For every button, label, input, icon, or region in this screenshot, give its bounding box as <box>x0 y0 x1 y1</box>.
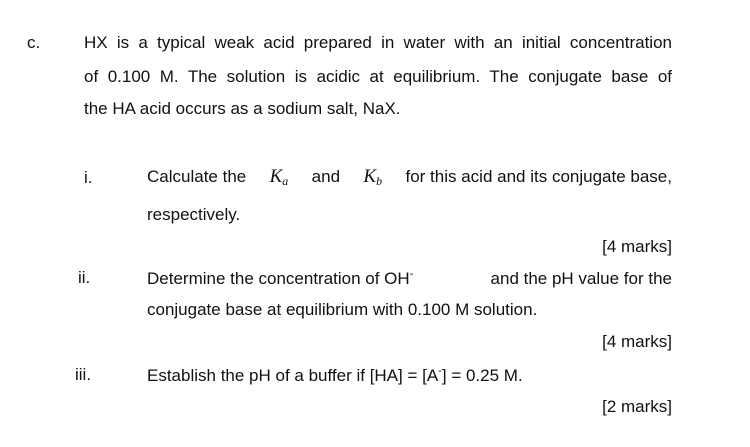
part-ii-text-pre: Determine the concentration of OH <box>147 269 410 288</box>
question-text-line-2: of 0.100 M. The solution is acidic at equilibrium. The conjugate base of <box>84 67 672 86</box>
kb-symbol <box>363 166 382 189</box>
question-text-line-1: HX is a typical weak acid prepared in water with an initial concentration <box>84 33 672 52</box>
part-ii-text-line-1 <box>147 268 672 289</box>
part-ii-text-pre-group <box>147 268 413 289</box>
part-ii-marks: [4 marks] <box>602 332 672 351</box>
kb-sub: b <box>376 174 383 188</box>
ka-symbol <box>270 166 289 189</box>
part-i-text-mid: and <box>311 167 341 186</box>
part-iii-text-post: ] = 0.25 M. <box>441 366 523 385</box>
part-iii-label: iii. <box>75 365 92 384</box>
ka-main: K <box>269 166 283 187</box>
part-ii-label: ii. <box>78 268 91 287</box>
part-iii-marks: [2 marks] <box>602 397 672 416</box>
part-i-text-line-1 <box>147 166 672 189</box>
part-iii-text-line-1 <box>147 365 523 386</box>
question-label: c. <box>27 33 41 52</box>
question-text-line-3: the HA acid occurs as a sodium salt, NaX. <box>84 99 401 118</box>
hydroxide-charge: - <box>409 268 414 280</box>
kb-main: K <box>363 166 377 187</box>
part-ii-text-line-2: conjugate base at equilibrium with 0.100 M solution. <box>147 300 538 319</box>
part-i-text-line-2: respectively. <box>147 205 241 224</box>
part-i-text-post: for this acid and its conjugate base, <box>405 167 672 186</box>
part-iii-text-pre: Establish the pH of a buffer if [HA] = [A <box>147 366 439 385</box>
part-ii-text-post: and the pH value for the <box>485 269 672 288</box>
conjugate-base-charge: - <box>438 365 442 377</box>
part-i-text-pre: Calculate the <box>147 167 247 186</box>
ka-sub: a <box>282 174 289 188</box>
part-i-marks: [4 marks] <box>602 237 672 256</box>
part-i-label: i. <box>84 168 93 187</box>
